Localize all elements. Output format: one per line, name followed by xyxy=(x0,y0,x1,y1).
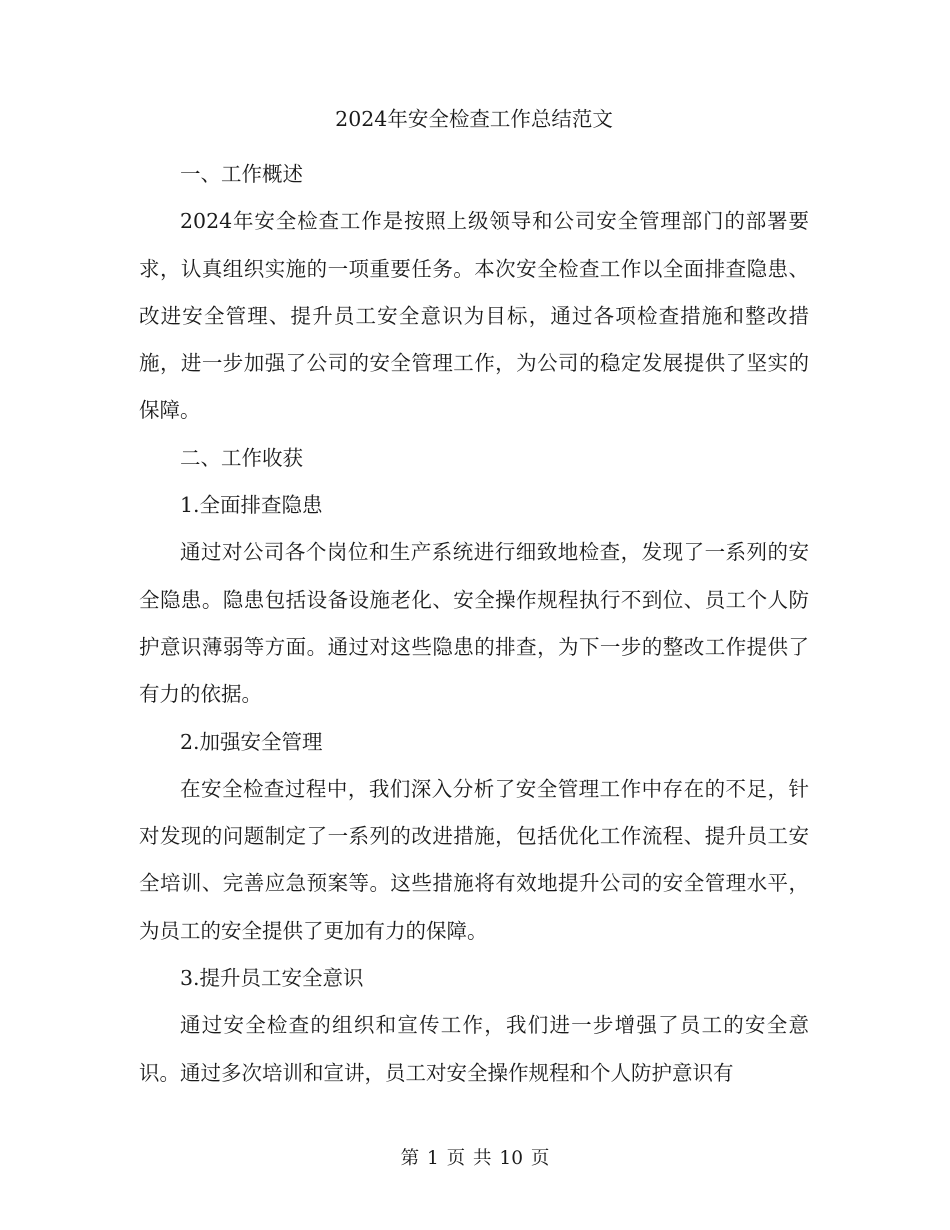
paragraph-hazard-check: 通过对公司各个岗位和生产系统进行细致地检查，发现了一系列的安全隐患。隐患包括设备设施老化、安全操作规程执行不到位、员工个人防护意识薄弱等方面。通过对这些隐患的排查，为下一步的整改工作提供了有力的依据。 xyxy=(139,540,809,707)
paragraph-safety-management: 在安全检查过程中，我们深入分析了安全管理工作中存在的不足，针对发现的问题制定了一系列的改进措施，包括优化工作流程、提升员工安全培训、完善应急预案等。这些措施将有效地提升公司的安全管理水平，为员工的安全提供了更加有力的保障。 xyxy=(139,776,809,943)
paragraph-overview: 2024年安全检查工作是按照上级领导和公司安全管理部门的部署要求，认真组织实施的一项重要任务。本次安全检查工作以全面排查隐患、改进安全管理、提升员工安全意识为目标，通过各项检查措施和整改措施，进一步加强了公司的安全管理工作，为公司的稳定发展提供了坚实的保障。 xyxy=(139,209,809,423)
subheading-safety-management: 2.加强安全管理 xyxy=(180,729,323,754)
document-title: 2024年安全检查工作总结范文 xyxy=(335,107,613,131)
section-heading-overview: 一、工作概述 xyxy=(180,162,303,186)
subheading-safety-awareness: 3.提升员工安全意识 xyxy=(180,966,364,991)
page-number-footer: 第 1 页 共 10 页 xyxy=(400,1148,550,1169)
paragraph-safety-awareness: 通过安全检查的组织和宣传工作，我们进一步增强了员工的安全意识。通过多次培训和宣讲，员工对安全操作规程和个人防护意识有 xyxy=(139,1013,809,1085)
subheading-hazard-check: 1.全面排查隐患 xyxy=(180,493,323,518)
section-heading-gains: 二、工作收获 xyxy=(180,445,303,470)
